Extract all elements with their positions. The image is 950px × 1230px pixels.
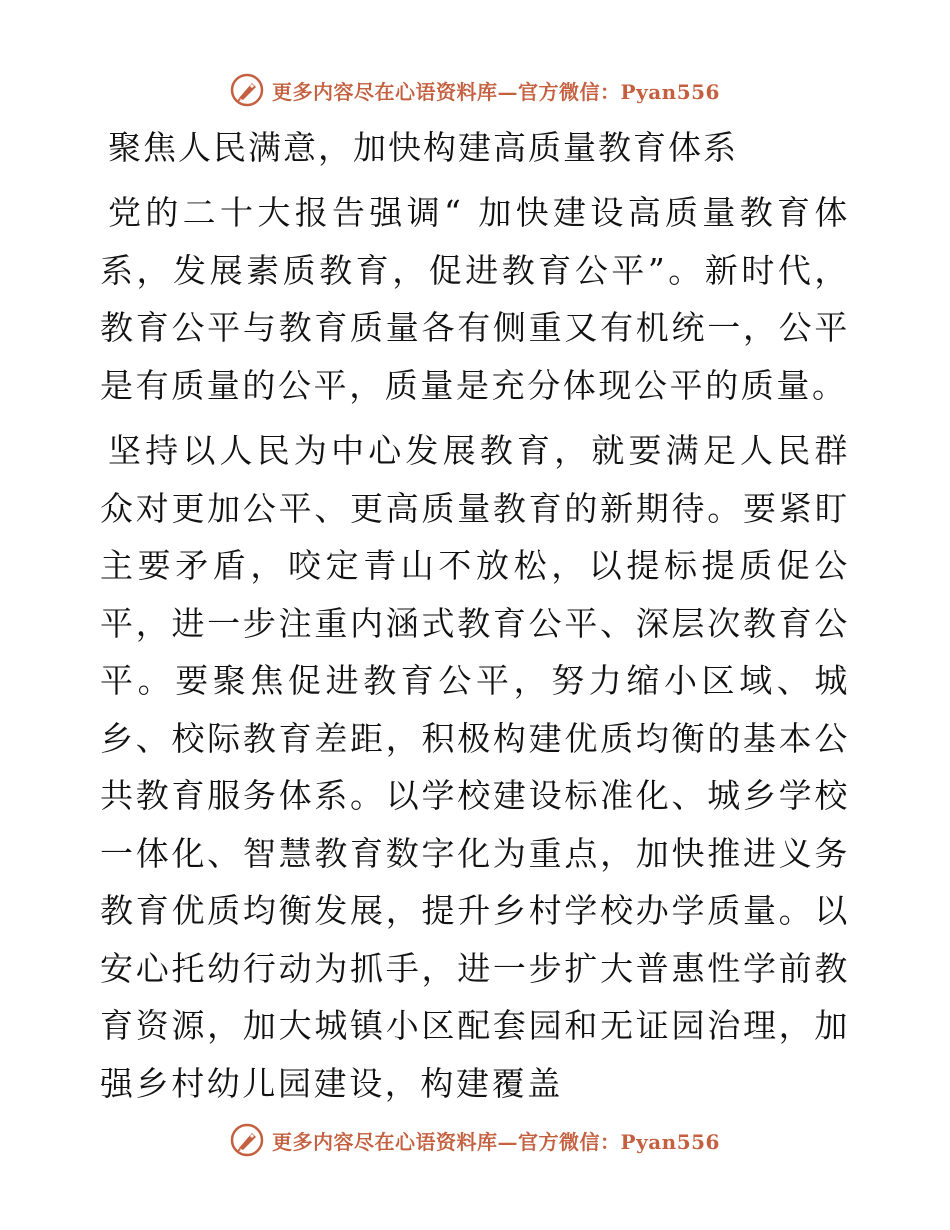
paragraph-1: 党的二十大报告强调“ 加快建设高质量教育体系，发展素质教育，促进教育公平”。新时代，教育公平与教育质量各有侧重又有机统一，公平是有质量的公平，质量是充分体现公平的质量。: [100, 193, 850, 405]
footer-watermark-text: 更多内容尽在心语资料库—官方微信：Pyan556: [272, 1129, 720, 1154]
paragraph-2: 坚持以人民为中心发展教育，就要满足人民群众对更加公平、更高质量教育的新期待。要紧盯主要矛盾，咬定青山不放松，以提标提质促公平，进一步注重内涵式教育公平、深层次教育公平。要聚焦促进教育公平，努力缩小区域、城乡、校际教育差距，积极构建优质均衡的基本公共教育服务体系。以学校建设标准化、城乡学校一体化、智慧教育数字化为重点，加快推进义务教育优质均衡发展，提升乡村学校办学质量。以安心托幼行动为抓手，进一步扩大普惠性学前教育资源，加大城镇小区配套园和无证园治理，加强乡村幼儿园建设，构建覆盖: [100, 431, 850, 1103]
pen-nib-logo-icon: [230, 73, 264, 107]
document-title: 聚焦人民满意，加快构建高质量教育体系: [108, 128, 738, 167]
footer-watermark-banner: [0, 1120, 950, 1160]
header-watermark-banner: [0, 70, 950, 110]
pen-nib-logo-icon: [230, 1123, 264, 1157]
document-body: [100, 122, 850, 1120]
header-watermark-text: 更多内容尽在心语资料库—官方微信：Pyan556: [272, 79, 720, 104]
